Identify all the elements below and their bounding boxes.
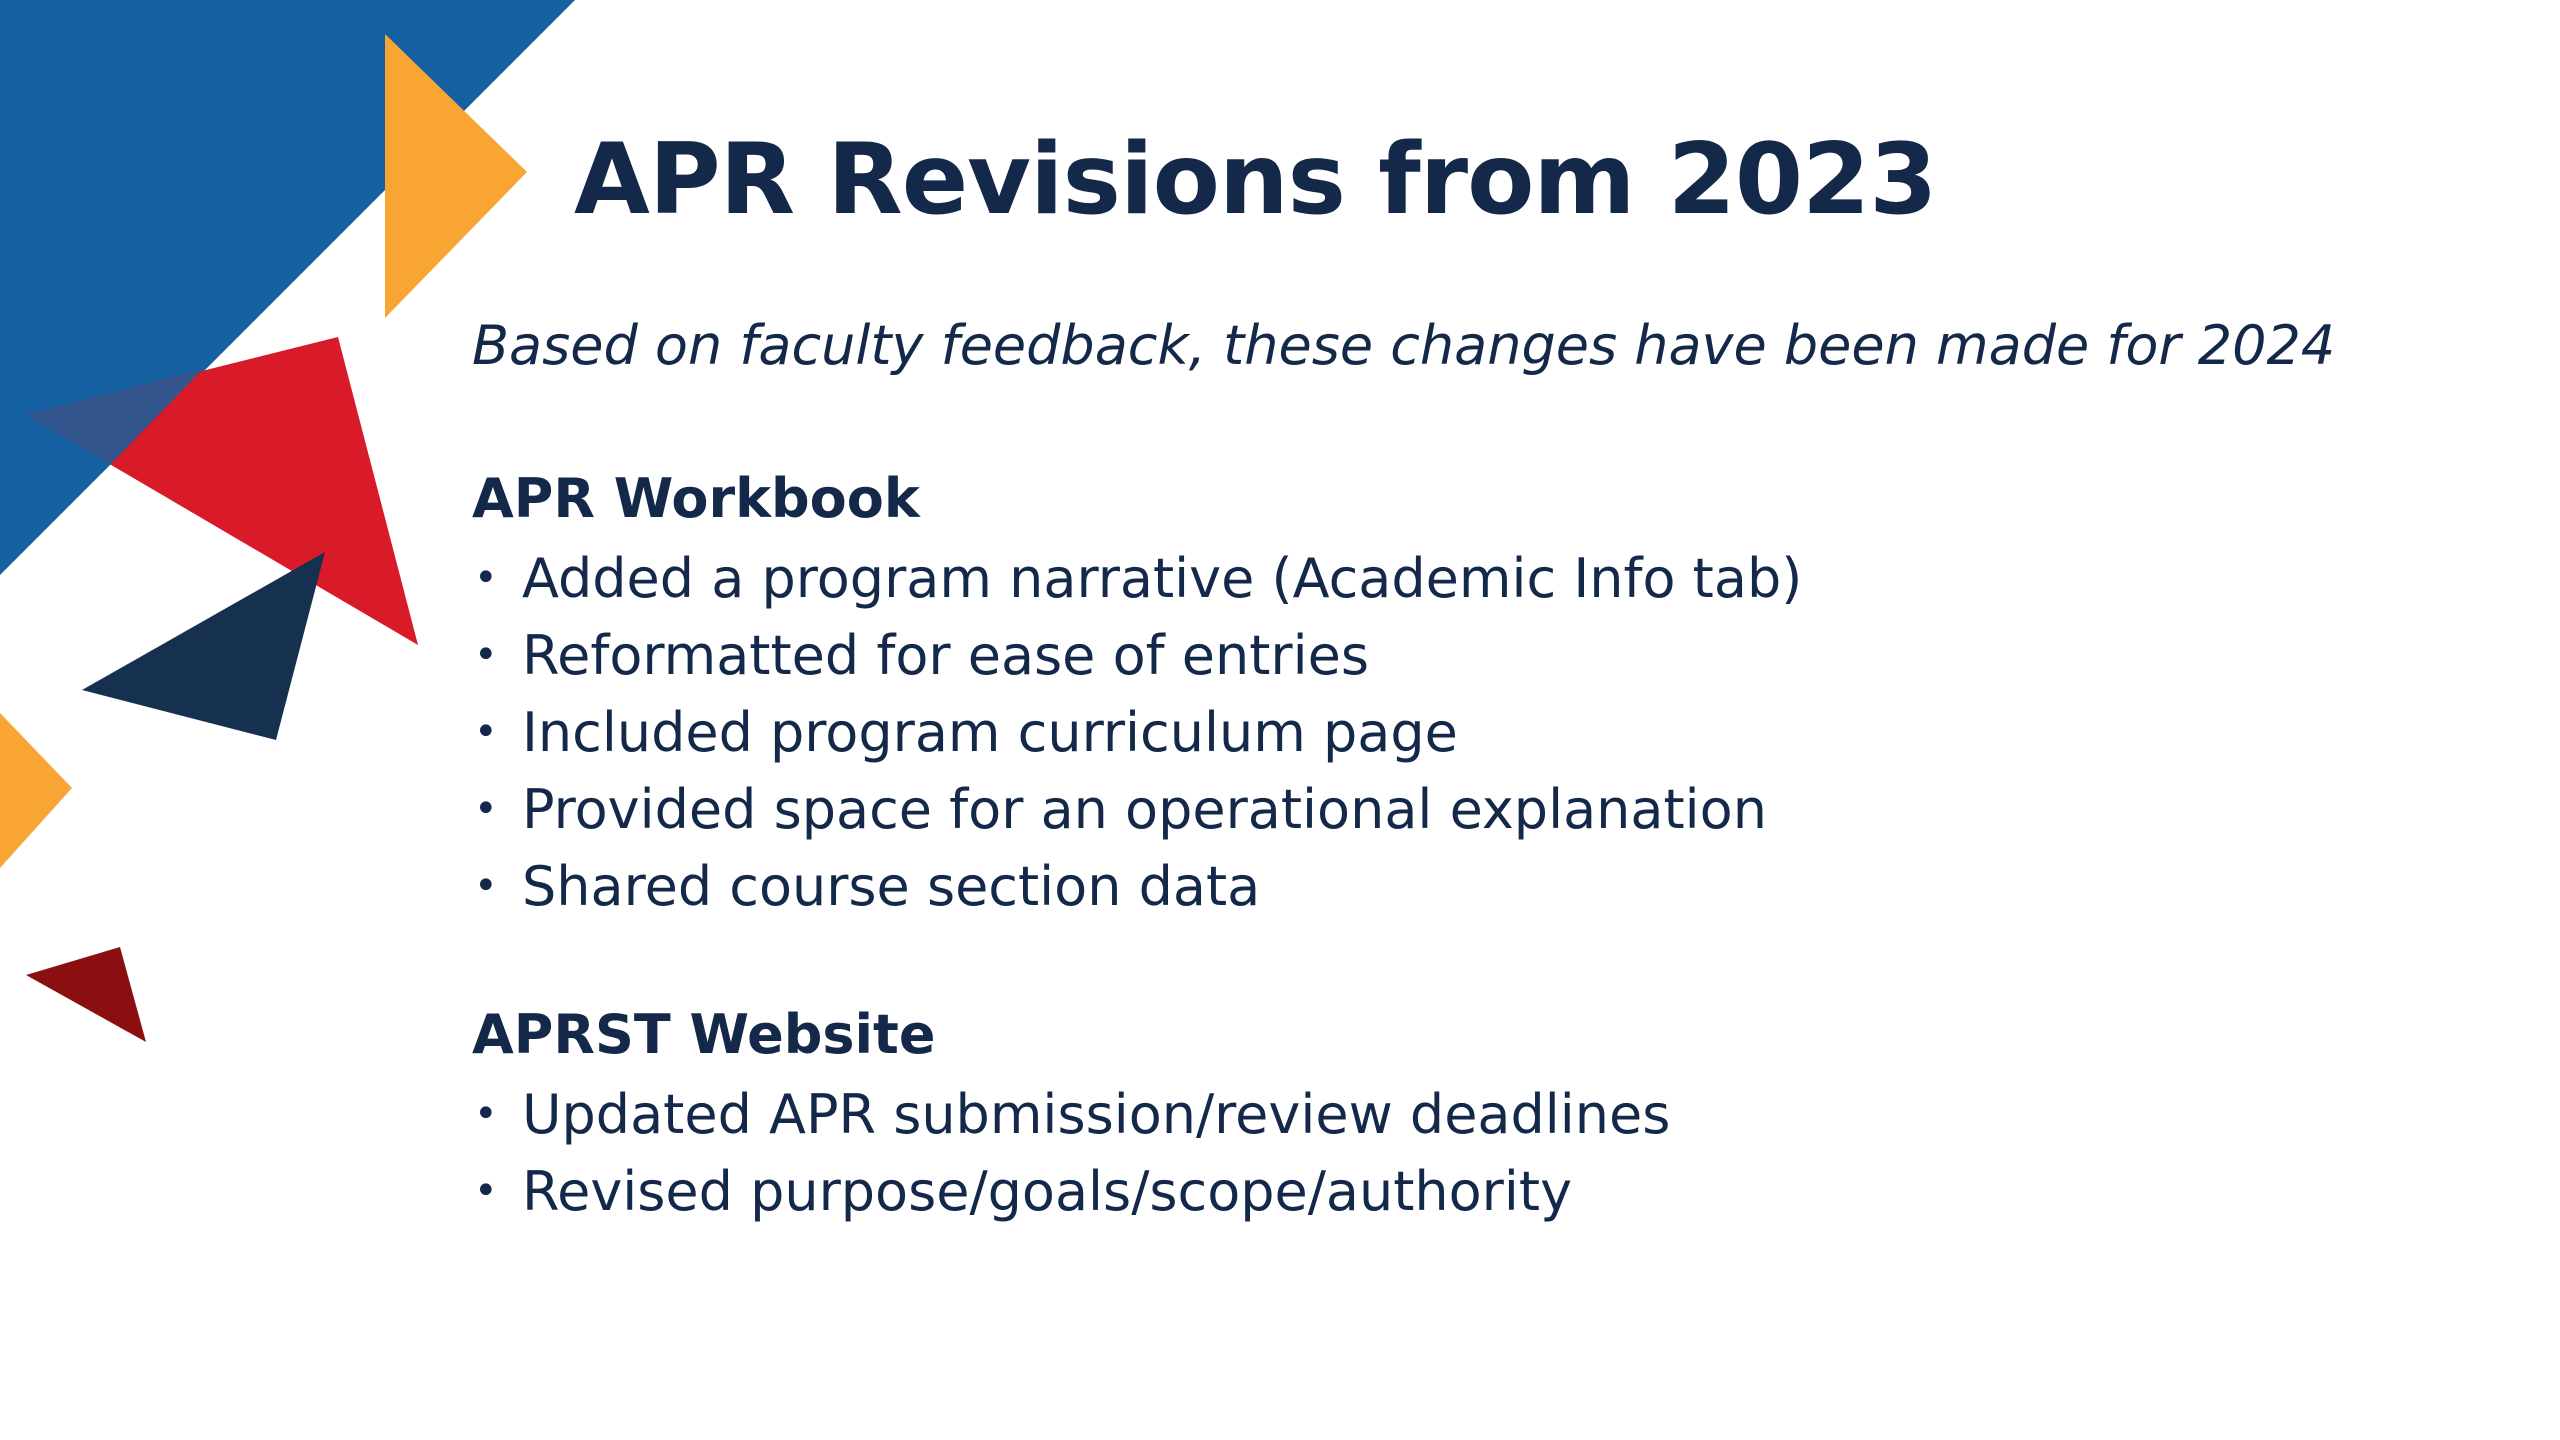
list-item [472,771,1802,848]
bullet-list [472,540,1802,925]
list-item [472,617,1802,694]
list-item-text: Provided space for an operational explanation [522,778,1767,841]
orange-left-triangle [0,713,72,868]
list-item [472,1153,1670,1230]
list-item [472,848,1802,925]
slide-subtitle: Based on faculty feedback, these changes have been made for 2024 [472,314,2336,377]
navy-triangle [82,552,325,740]
bullet-icon: • [474,709,498,755]
list-item [472,1076,1670,1153]
bullet-icon: • [474,863,498,909]
bullet-icon: • [474,786,498,832]
list-item [472,540,1802,617]
section-aprst-website [472,998,1670,1230]
bullet-list [472,1076,1670,1230]
section-apr-workbook [472,462,1802,925]
list-item-text: Added a program narrative (Academic Info tab) [522,547,1803,610]
dark-red-triangle [26,947,146,1042]
list-item-text: Included program curriculum page [522,701,1458,764]
list-item-text: Revised purpose/goals/scope/authority [522,1160,1573,1223]
section-heading: APRST Website [472,1003,936,1066]
slide-title: APR Revisions from 2023 [574,123,1937,237]
list-item [472,694,1802,771]
list-item-text: Shared course section data [522,855,1261,918]
list-item-text: Reformatted for ease of entries [522,624,1369,687]
section-heading: APR Workbook [472,467,920,530]
bullet-icon: • [474,555,498,601]
bullet-icon: • [474,1091,498,1137]
bullet-icon: • [474,632,498,678]
bullet-icon: • [474,1168,498,1214]
list-item-text: Updated APR submission/review deadlines [522,1083,1671,1146]
